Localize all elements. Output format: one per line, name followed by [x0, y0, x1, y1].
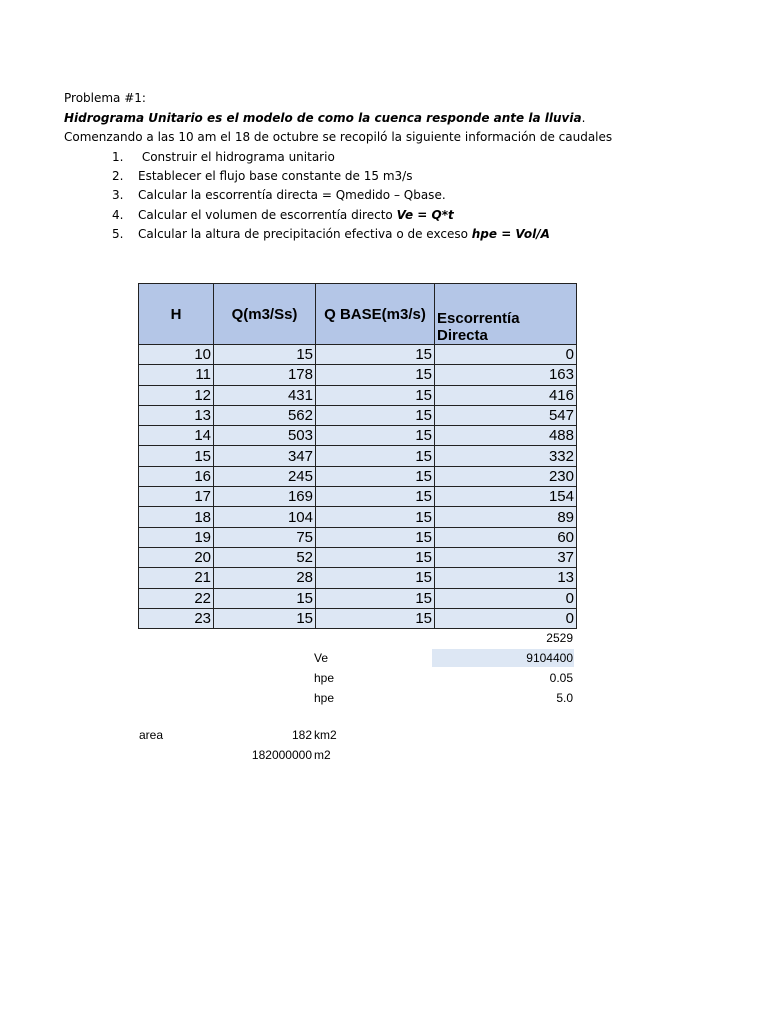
- cell-h: 15: [139, 446, 214, 466]
- sum-value: 2529: [546, 631, 573, 645]
- step-4: [112, 208, 454, 222]
- area-label: area: [139, 728, 164, 742]
- cell-q: 28: [214, 568, 316, 588]
- header-escorrentia: Escorrentía Directa: [435, 284, 577, 345]
- hpe-value-2: 5.0: [556, 691, 573, 705]
- cell-escorrentia: 13: [435, 568, 577, 588]
- table-row: [139, 405, 577, 425]
- step-text: Calcular la escorrentía directa = Qmedido – Qbase.: [138, 188, 446, 202]
- cell-q: 562: [214, 405, 316, 425]
- cell-q: 503: [214, 426, 316, 446]
- cell-h: 23: [139, 608, 214, 628]
- cell-q-base: 15: [316, 345, 435, 365]
- cell-q-base: 15: [316, 507, 435, 527]
- step-number: 2.: [112, 169, 124, 183]
- cell-h: 16: [139, 466, 214, 486]
- cell-escorrentia: 154: [435, 487, 577, 507]
- table-row: [139, 507, 577, 527]
- table-row: [139, 547, 577, 567]
- cell-q-base: 15: [316, 588, 435, 608]
- cell-escorrentia: 0: [435, 608, 577, 628]
- header-q-base: Q BASE(m3/s): [316, 284, 435, 345]
- cell-q: 52: [214, 547, 316, 567]
- cell-escorrentia: 0: [435, 588, 577, 608]
- cell-q-base: 15: [316, 385, 435, 405]
- area-m2-unit: m2: [314, 748, 331, 762]
- table-row: [139, 365, 577, 385]
- area-m2-value: 182000000: [251, 748, 312, 762]
- table-row: [139, 385, 577, 405]
- ve-value: 9104400: [526, 651, 573, 665]
- cell-escorrentia: 0: [435, 345, 577, 365]
- cell-q-base: 15: [316, 426, 435, 446]
- cell-h: 21: [139, 568, 214, 588]
- header-q: Q(m3/Ss): [214, 284, 316, 345]
- problem-title: Problema #1:: [64, 91, 146, 105]
- cell-escorrentia: 230: [435, 466, 577, 486]
- table-row: [139, 527, 577, 547]
- cell-escorrentia: 416: [435, 385, 577, 405]
- step-number: 4.: [112, 208, 124, 222]
- cell-h: 22: [139, 588, 214, 608]
- table-header-row: [139, 284, 577, 345]
- step-3: [112, 188, 446, 202]
- cell-q-base: 15: [316, 568, 435, 588]
- table-row: [139, 608, 577, 628]
- cell-q-base: 15: [316, 527, 435, 547]
- hpe-label-1: hpe: [314, 671, 335, 685]
- step-text: Calcular la altura de precipitación efectiva o de exceso: [138, 227, 472, 241]
- hydrograph-table: [138, 283, 577, 629]
- table-row: [139, 568, 577, 588]
- table-row: [139, 426, 577, 446]
- hpe-value-1: 0.05: [549, 671, 573, 685]
- step-1: [112, 150, 335, 164]
- cell-escorrentia: 547: [435, 405, 577, 425]
- cell-escorrentia: 89: [435, 507, 577, 527]
- area-km2-value: 182: [291, 728, 312, 742]
- cell-q-base: 15: [316, 487, 435, 507]
- step-2: [112, 169, 412, 183]
- cell-q: 15: [214, 345, 316, 365]
- cell-h: 17: [139, 487, 214, 507]
- cell-q: 245: [214, 466, 316, 486]
- cell-q: 15: [214, 608, 316, 628]
- cell-escorrentia: 488: [435, 426, 577, 446]
- cell-q-base: 15: [316, 466, 435, 486]
- cell-q-base: 15: [316, 365, 435, 385]
- cell-q: 169: [214, 487, 316, 507]
- cell-escorrentia: 37: [435, 547, 577, 567]
- cell-q: 431: [214, 385, 316, 405]
- cell-q: 15: [214, 588, 316, 608]
- area-km2-unit: km2: [314, 728, 337, 742]
- step-text: Establecer el flujo base constante de 15 m3/s: [138, 169, 413, 183]
- table-row: [139, 487, 577, 507]
- cell-h: 11: [139, 365, 214, 385]
- subtitle-period: .: [581, 111, 586, 125]
- subtitle-text: Hidrograma Unitario es el modelo de como la cuenca responde ante la lluvia: [64, 111, 582, 125]
- cell-escorrentia: 60: [435, 527, 577, 547]
- cell-escorrentia: 163: [435, 365, 577, 385]
- cell-h: 13: [139, 405, 214, 425]
- header-h: H: [139, 284, 214, 345]
- cell-q-base: 15: [316, 608, 435, 628]
- cell-q: 75: [214, 527, 316, 547]
- cell-escorrentia: 332: [435, 446, 577, 466]
- step-formula: hpe = Vol/A: [471, 227, 550, 241]
- step-formula: Ve = Q*t: [396, 208, 454, 222]
- cell-h: 19: [139, 527, 214, 547]
- ve-label: Ve: [314, 651, 329, 665]
- cell-q-base: 15: [316, 405, 435, 425]
- cell-h: 10: [139, 345, 214, 365]
- cell-q-base: 15: [316, 446, 435, 466]
- cell-q: 104: [214, 507, 316, 527]
- table-body: [139, 345, 577, 629]
- cell-q: 347: [214, 446, 316, 466]
- step-5: [112, 227, 550, 241]
- cell-h: 12: [139, 385, 214, 405]
- hpe-label-2: hpe: [314, 691, 335, 705]
- intro-text: Comenzando a las 10 am el 18 de octubre se recopiló la siguiente información de caudales: [64, 130, 613, 144]
- subtitle-line: [64, 111, 585, 125]
- cell-q-base: 15: [316, 547, 435, 567]
- step-number: 3.: [112, 188, 124, 202]
- step-text: Calcular el volumen de escorrentía directo: [138, 208, 397, 222]
- step-number: 1.: [112, 150, 124, 164]
- table-row: [139, 446, 577, 466]
- table-row: [139, 588, 577, 608]
- cell-h: 18: [139, 507, 214, 527]
- table-row: [139, 345, 577, 365]
- cell-h: 20: [139, 547, 214, 567]
- table-row: [139, 466, 577, 486]
- cell-h: 14: [139, 426, 214, 446]
- step-text: Construir el hidrograma unitario: [138, 150, 335, 164]
- cell-q: 178: [214, 365, 316, 385]
- step-number: 5.: [112, 227, 124, 241]
